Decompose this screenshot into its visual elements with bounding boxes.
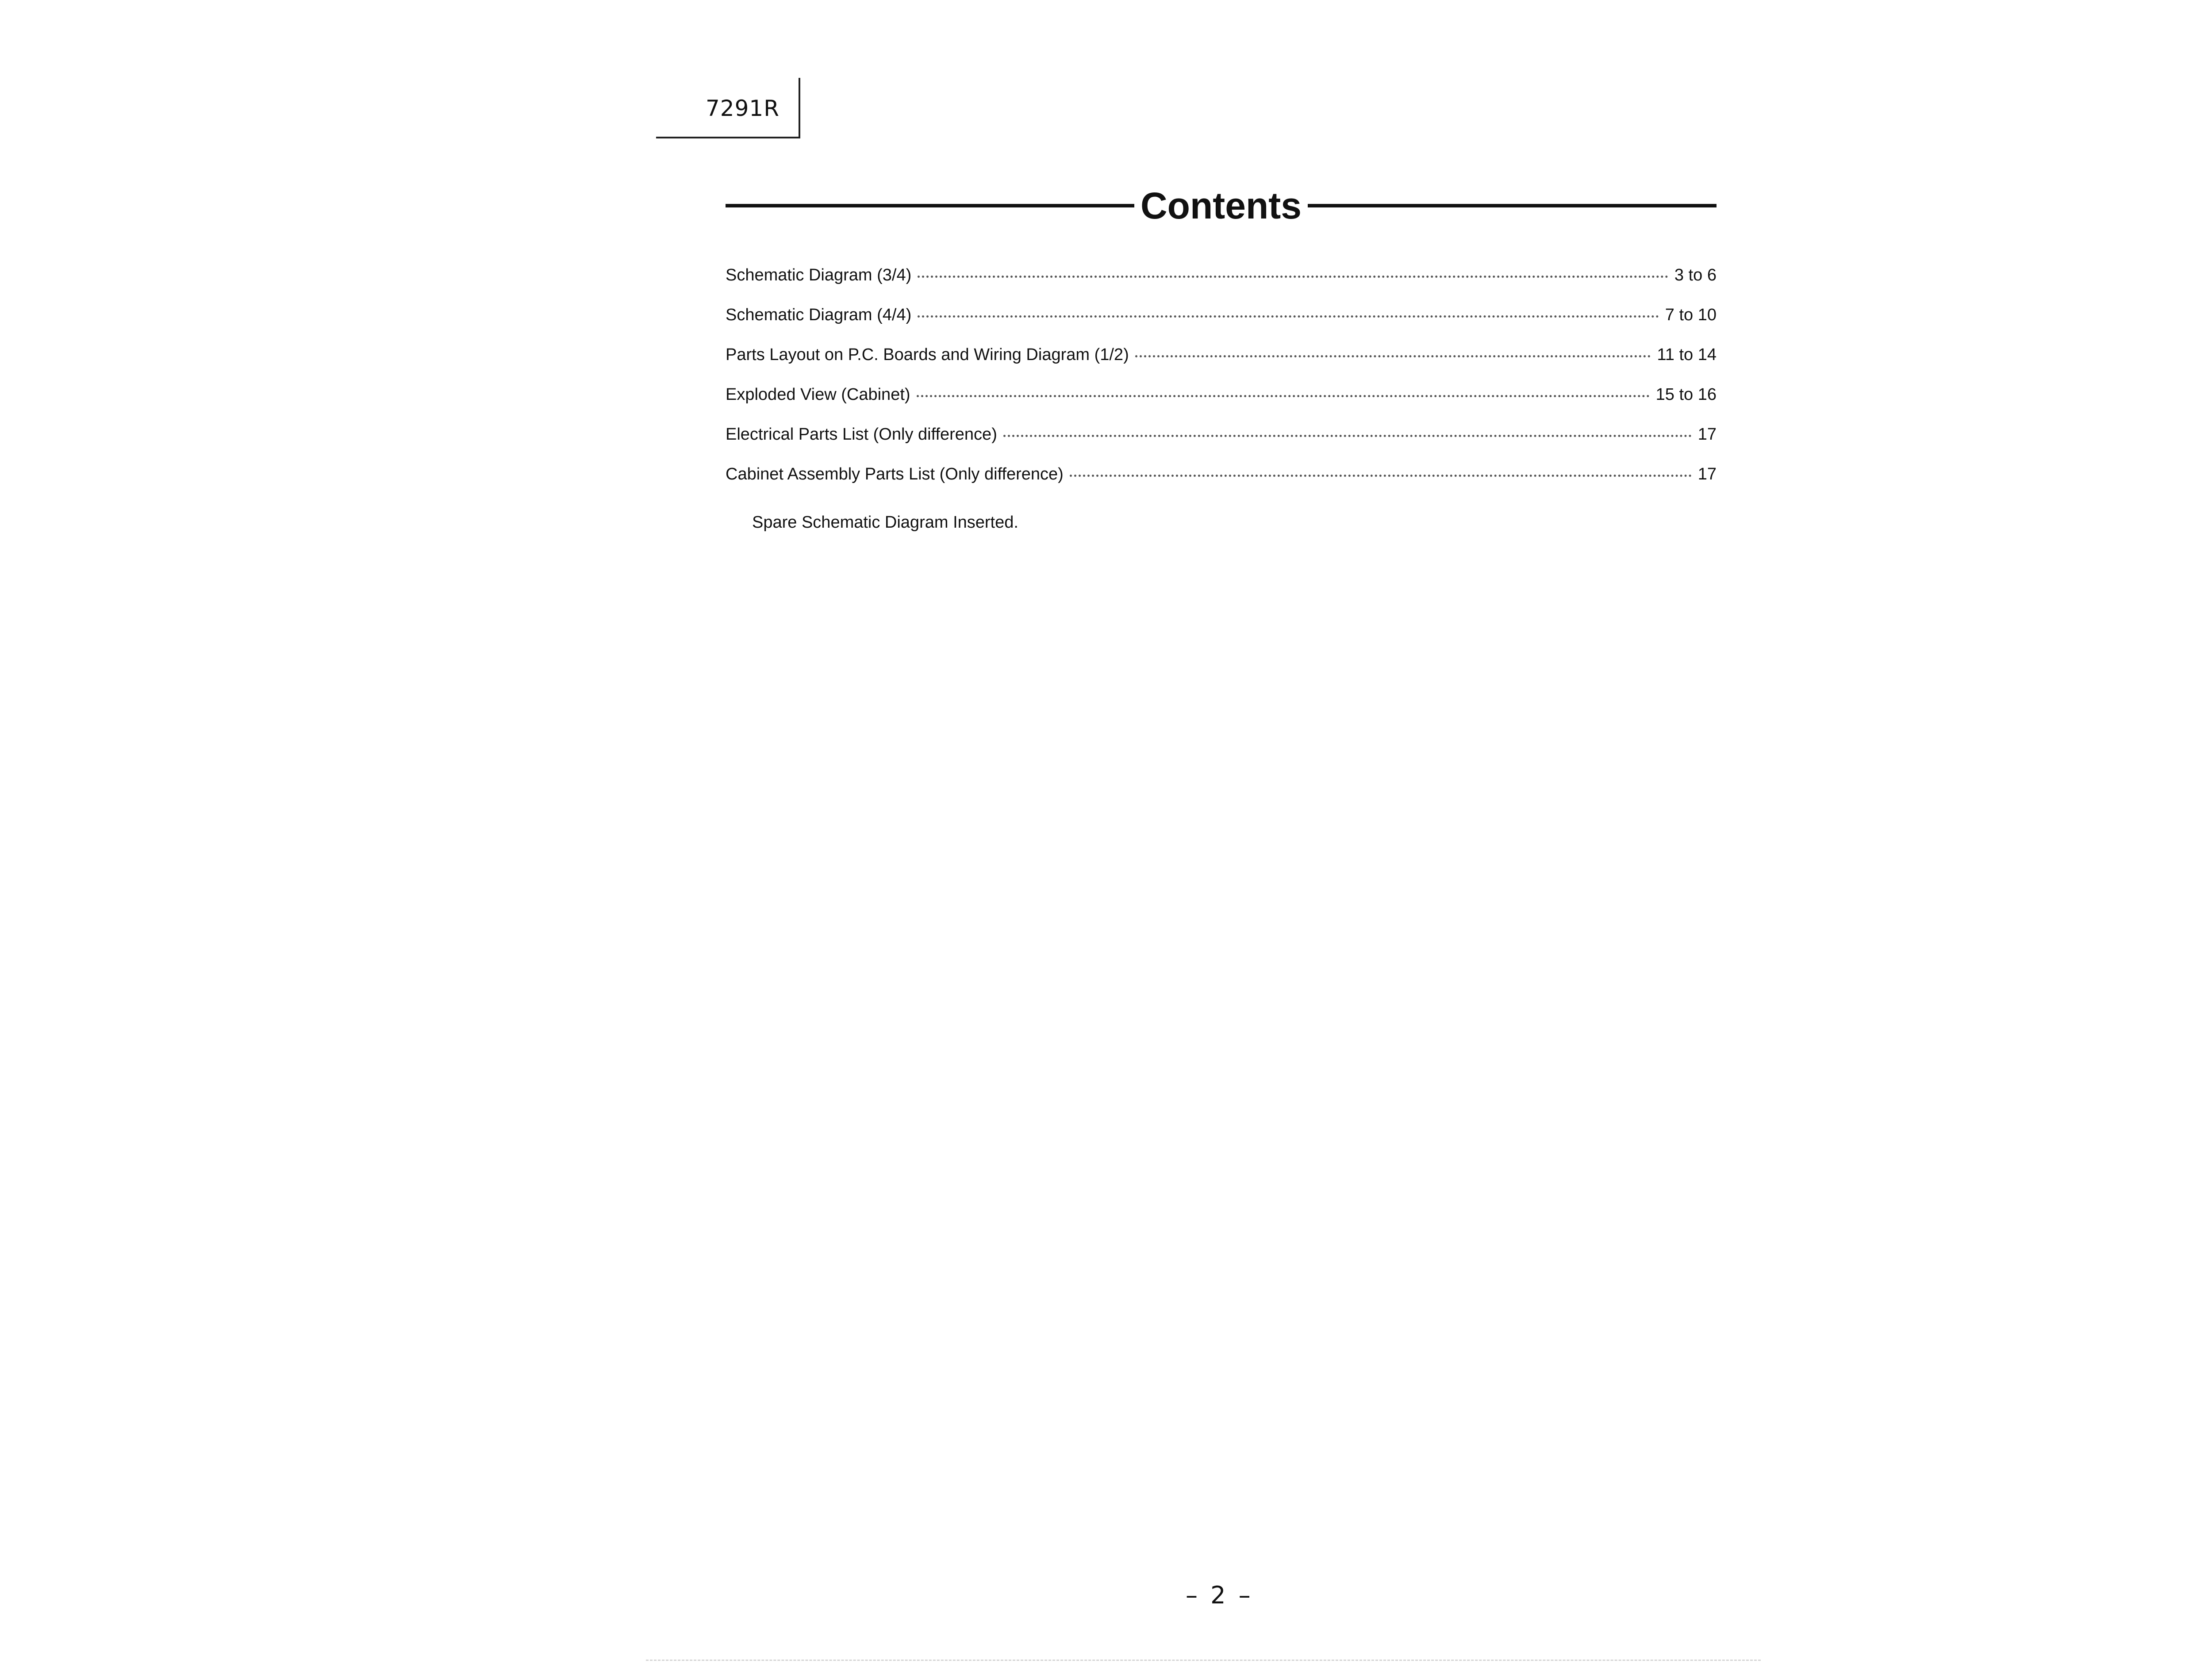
toc-entry[interactable] [726, 425, 1717, 464]
toc-entry[interactable] [726, 385, 1717, 425]
insert-note: Spare Schematic Diagram Inserted. [752, 513, 1018, 532]
toc-entry-label: Schematic Diagram (4/4) [726, 306, 912, 324]
toc-entry-label: Exploded View (Cabinet) [726, 385, 910, 404]
model-number: 7291R [706, 96, 780, 121]
toc-entry-page: 3 to 6 [1674, 266, 1717, 284]
toc-entry-page: 15 to 16 [1655, 385, 1717, 404]
toc-entry-page: 7 to 10 [1665, 306, 1717, 324]
page-number: – 2 – [1186, 1581, 1253, 1609]
page-title: Contents [1141, 185, 1302, 226]
toc-entry[interactable] [726, 305, 1717, 345]
toc-entry[interactable] [726, 345, 1717, 385]
toc-leader-dots [1003, 435, 1692, 437]
toc-leader-dots [1070, 475, 1692, 477]
toc-entry-page: 11 to 14 [1657, 345, 1717, 364]
toc-leader-dots [917, 395, 1650, 397]
toc-entry-label: Electrical Parts List (Only difference) [726, 425, 997, 444]
toc-entry-page: 17 [1697, 425, 1717, 444]
heading-rule-left [726, 204, 1134, 207]
toc-entry[interactable] [726, 464, 1717, 504]
toc-entry-label: Schematic Diagram (3/4) [726, 266, 912, 284]
toc-leader-dots [1135, 355, 1651, 357]
scan-edge-artifact [646, 1660, 1761, 1663]
toc-entry-page: 17 [1697, 465, 1717, 483]
table-of-contents [726, 265, 1717, 504]
model-number-tab [656, 78, 800, 138]
toc-entry[interactable] [726, 265, 1717, 305]
toc-entry-label: Cabinet Assembly Parts List (Only difference) [726, 465, 1064, 483]
contents-heading [726, 179, 1717, 232]
toc-leader-dots [918, 276, 1668, 278]
heading-rule-right [1308, 204, 1717, 207]
toc-leader-dots [918, 315, 1659, 318]
toc-entry-label: Parts Layout on P.C. Boards and Wiring Diagram (1/2) [726, 345, 1129, 364]
